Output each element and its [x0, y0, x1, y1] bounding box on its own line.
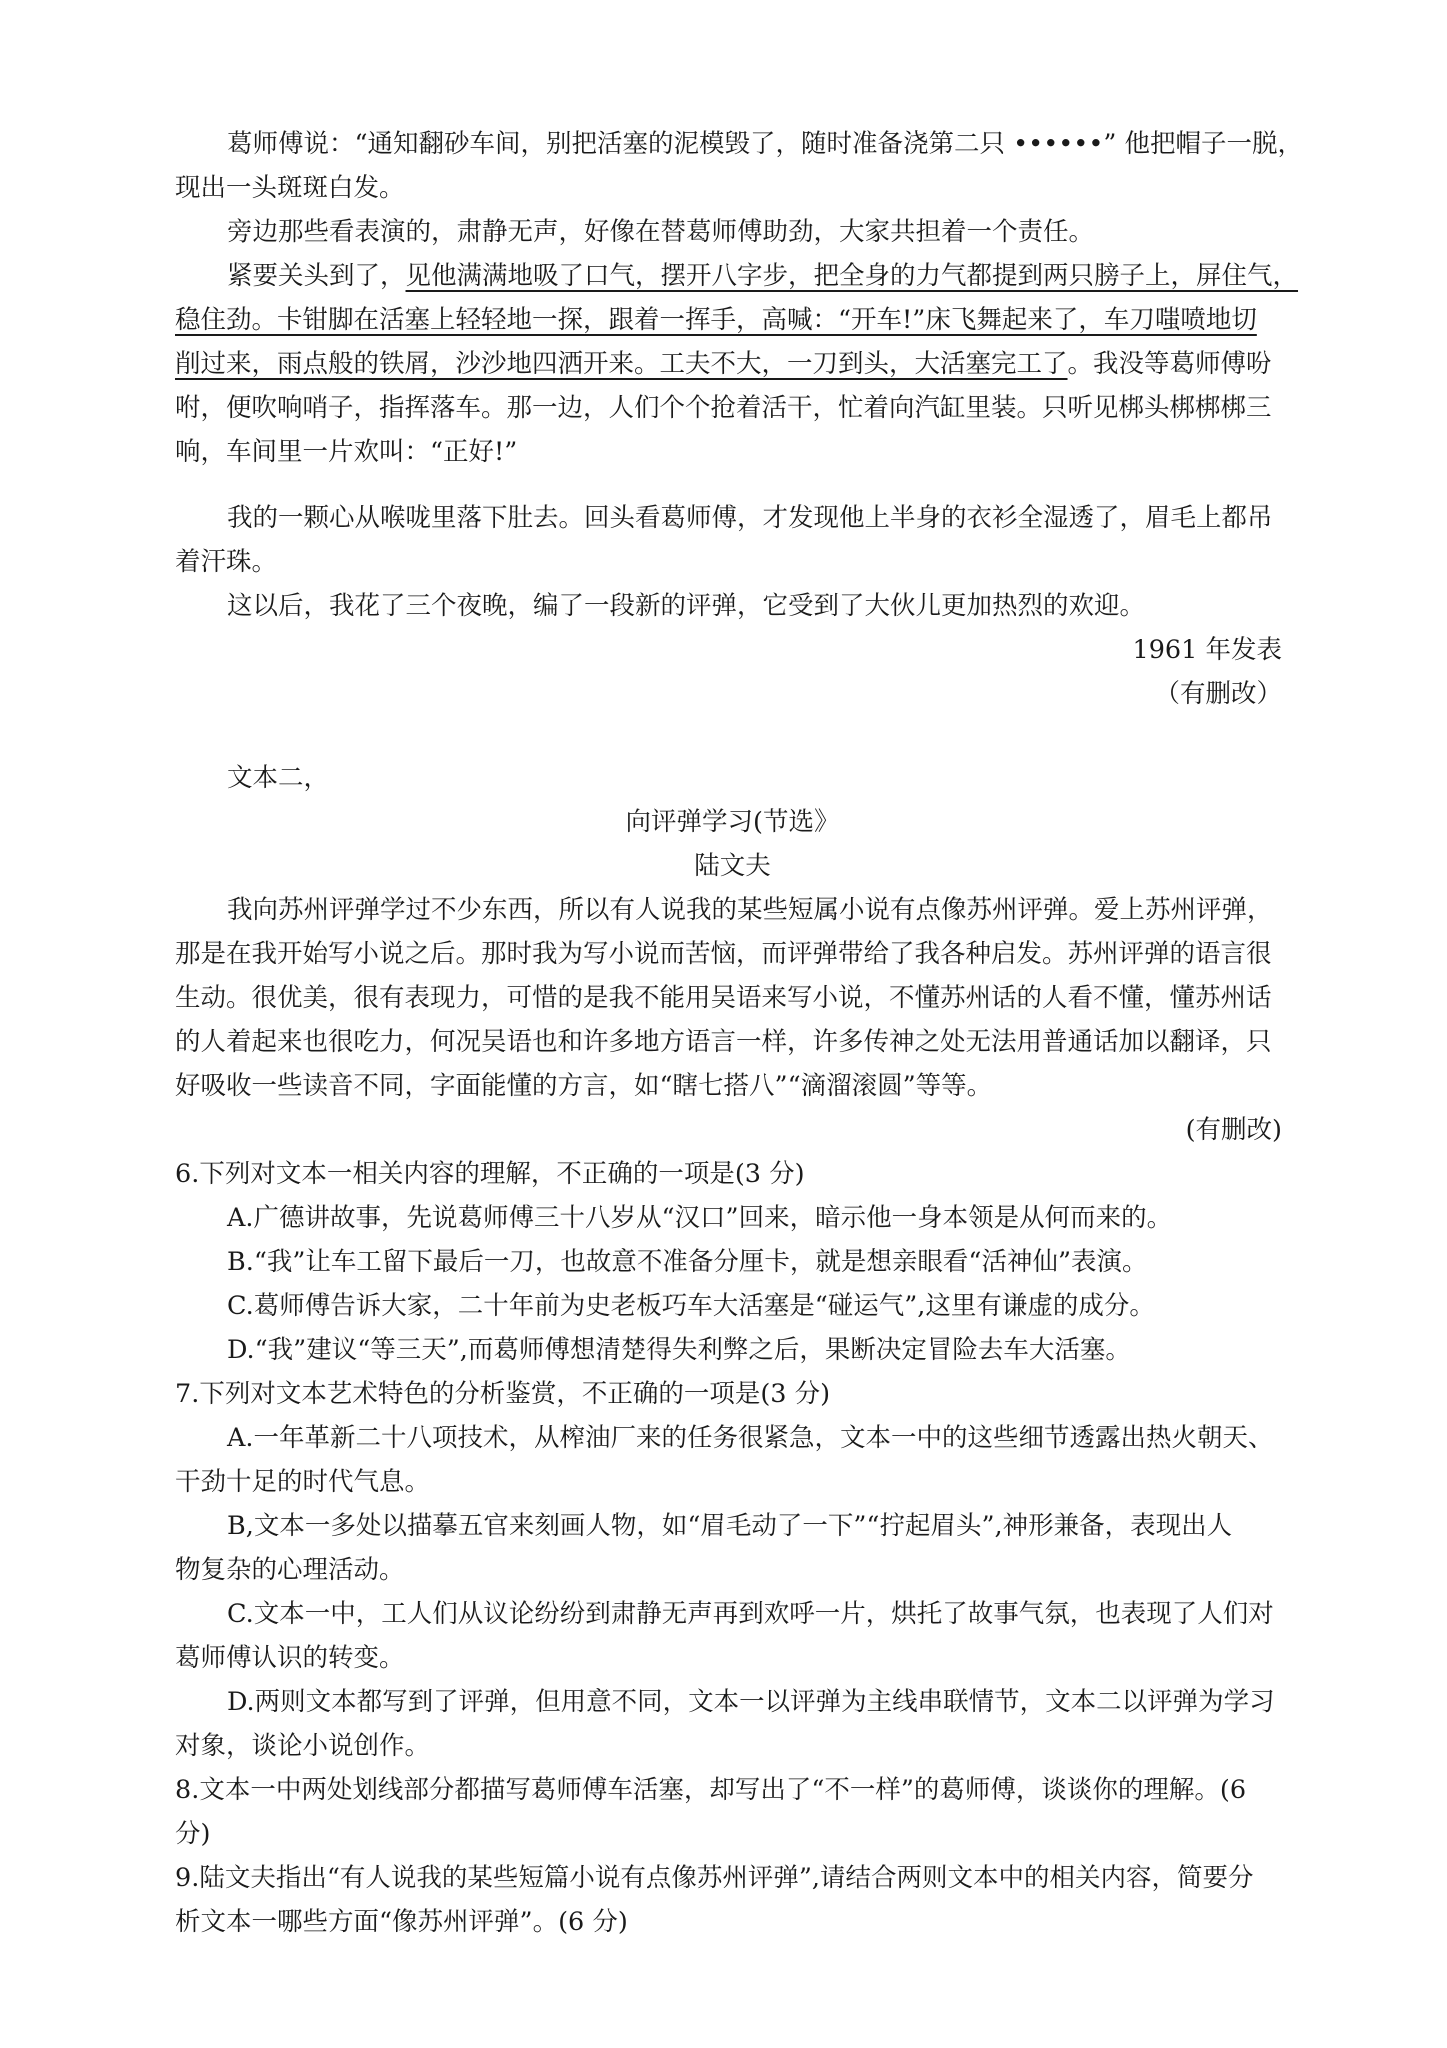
paragraph-4 — [175, 496, 1342, 540]
question-7-option-a-cont: 干劲十足的时代气息。 — [175, 1467, 431, 1497]
text-two-paragraph-cont — [175, 932, 1290, 976]
text-line: 葛师傅说：“通知翻砂车间，别把活塞的泥模毁了，随时准备浇第二只 ••••••” 他把帽子一脱， — [227, 129, 1304, 159]
text-two-paragraph-cont — [175, 1064, 1290, 1108]
question-7-option-a: A.一年革新二十八项技术，从榨油厂来的任务很紧急，文本一中的这些细节透露出热火朝天、 — [227, 1423, 1274, 1453]
question-6-option-a: A.广德讲故事，先说葛师傅三十八岁从“汉口”回来，暗示他一身本领是从何而来的。 — [227, 1203, 1173, 1233]
paragraph-1 — [175, 122, 1342, 166]
question-7-option-c-cont: 葛师傅认识的转变。 — [175, 1643, 405, 1673]
paragraph-3-cont — [175, 386, 1290, 430]
paragraph-4-cont — [175, 540, 1290, 584]
question-7-option-b: B,文本一多处以描摹五官来刻画人物，如“眉毛动了一下”“拧起眉头”,神形兼备，表现出人 — [227, 1511, 1233, 1541]
question-9: 9.陆文夫指出“有人说我的某些短篇小说有点像苏州评弹”,请结合两则文本中的相关内容，简要分 — [175, 1863, 1254, 1893]
paragraph-3 — [175, 254, 1342, 298]
text-line: 那是在我开始写小说之后。那时我为写小说而苦恼，而评弹带给了我各种启发。苏州评弹的语言很 — [175, 939, 1272, 969]
question-6: 6.下列对文本一相关内容的理解，不正确的一项是(3 分) — [175, 1159, 805, 1189]
text-line: 的人着起来也很吃力，何况吴语也和许多地方语言一样，许多传神之处无法用普通话加以翻译，只 — [175, 1027, 1272, 1057]
question-6-option-c: C.葛师傅告诉大家，二十年前为史老板巧车大活塞是“碰运气”,这里有谦虚的成分。 — [227, 1291, 1155, 1321]
text-line: 这以后，我花了三个夜晚，编了一段新的评弹，它受到了大伙儿更加热烈的欢迎。 — [227, 591, 1146, 621]
paragraph-2 — [175, 210, 1342, 254]
question-7-option-d-cont: 对象，谈论小说创作。 — [175, 1731, 431, 1761]
edit-note: (有删改) — [1185, 1115, 1282, 1145]
text-line: 我的一颗心从喉咙里落下肚去。回头看葛师傅，才发现他上半身的衣衫全湿透了，眉毛上都吊 — [227, 503, 1273, 533]
question-7-option-c: C.文本一中，工人们从议论纷纷到肃静无声再到欢呼一片，烘托了故事气氛，也表现了人们对 — [227, 1599, 1274, 1629]
text-line: 现出一头斑斑白发。 — [175, 173, 405, 203]
question-9-cont: 析文本一哪些方面“像苏州评弹”。(6 分) — [175, 1907, 628, 1937]
text-line: 响，车间里一片欢叫：“正好!” — [175, 437, 518, 467]
paragraph-3-cont — [175, 342, 1290, 386]
question-6-option-d: D.“我”建议“等三天”,而葛师傅想清楚得失利弊之后，果断决定冒险去车大活塞。 — [227, 1335, 1131, 1365]
paragraph-1-cont — [175, 166, 1290, 210]
text-line: 生动。很优美，很有表现力，可惜的是我不能用吴语来写小说，不懂苏州话的人看不懂，懂苏州话 — [175, 983, 1272, 1013]
question-7-option-d: D.两则文本都写到了评弹，但用意不同，文本一以评弹为主线串联情节，文本二以评弹为学习 — [227, 1687, 1275, 1717]
edit-note: （有删改） — [1154, 679, 1282, 709]
text-line: 好吸收一些读音不同，字面能懂的方言，如“瞎七搭八”“滴溜滚圆”等等。 — [175, 1071, 993, 1101]
text-line: 旁边那些看表演的，肃静无声，好像在替葛师傅助劲，大家共担着一个责任。 — [227, 217, 1095, 247]
text-two-paragraph-cont — [175, 1020, 1290, 1064]
underlined-passage: 削过来，雨点般的铁屑，沙沙地四洒开来。工夫不大，一刀到头，大活塞完工了 — [175, 349, 1068, 379]
question-8-cont: 分) — [175, 1819, 211, 1849]
text-line: 我向苏州评弹学过不少东西，所以有人说我的某些短属小说有点像苏州评弹。爱上苏州评弹， — [227, 895, 1273, 925]
text-two-title: 向评弹学习(节选》 — [625, 807, 840, 837]
text-line: 着汗珠。 — [175, 547, 278, 577]
paragraph-3-cont — [175, 430, 1290, 474]
text-two-paragraph-cont — [175, 976, 1290, 1020]
text-line: 咐，便吹响哨子，指挥落车。那一边，人们个个抢着活干，忙着向汽缸里装。只听见梆头梆梆梆三 — [175, 393, 1272, 423]
text-fragment: 紧要关头到了， — [227, 261, 406, 291]
text-two-author: 陆文夫 — [694, 851, 771, 881]
question-7-option-b-cont: 物复杂的心理活动。 — [175, 1555, 405, 1585]
text-two-heading: 文本二， — [227, 763, 330, 793]
question-8: 8.文本一中两处划线部分都描写葛师傅车活塞，却写出了“不一样”的葛师傅，谈谈你的理解。(6 — [175, 1775, 1247, 1805]
underlined-passage: 稳住劲。卡钳脚在活塞上轻轻地一探，跟着一挥手，高喊：“开车!”床飞舞起来了，车刀嗤喷地切 — [175, 305, 1257, 335]
underlined-passage: 见他满满地吸了口气，摆开八字步，把全身的力气都提到两只膀子上，屏住气， — [405, 261, 1299, 291]
paragraph-3-cont — [175, 298, 1290, 342]
paragraph-5 — [175, 584, 1342, 628]
question-7: 7.下列对文本艺术特色的分析鉴赏，不正确的一项是(3 分) — [175, 1379, 831, 1409]
text-fragment: 。我没等葛师傅吩 — [1067, 349, 1272, 379]
text-two-paragraph — [175, 888, 1342, 932]
question-6-option-b: B.“我”让车工留下最后一刀，也故意不准备分厘卡，就是想亲眼看“活神仙”表演。 — [227, 1247, 1148, 1277]
publication-date: 1961 年发表 — [1132, 635, 1282, 665]
